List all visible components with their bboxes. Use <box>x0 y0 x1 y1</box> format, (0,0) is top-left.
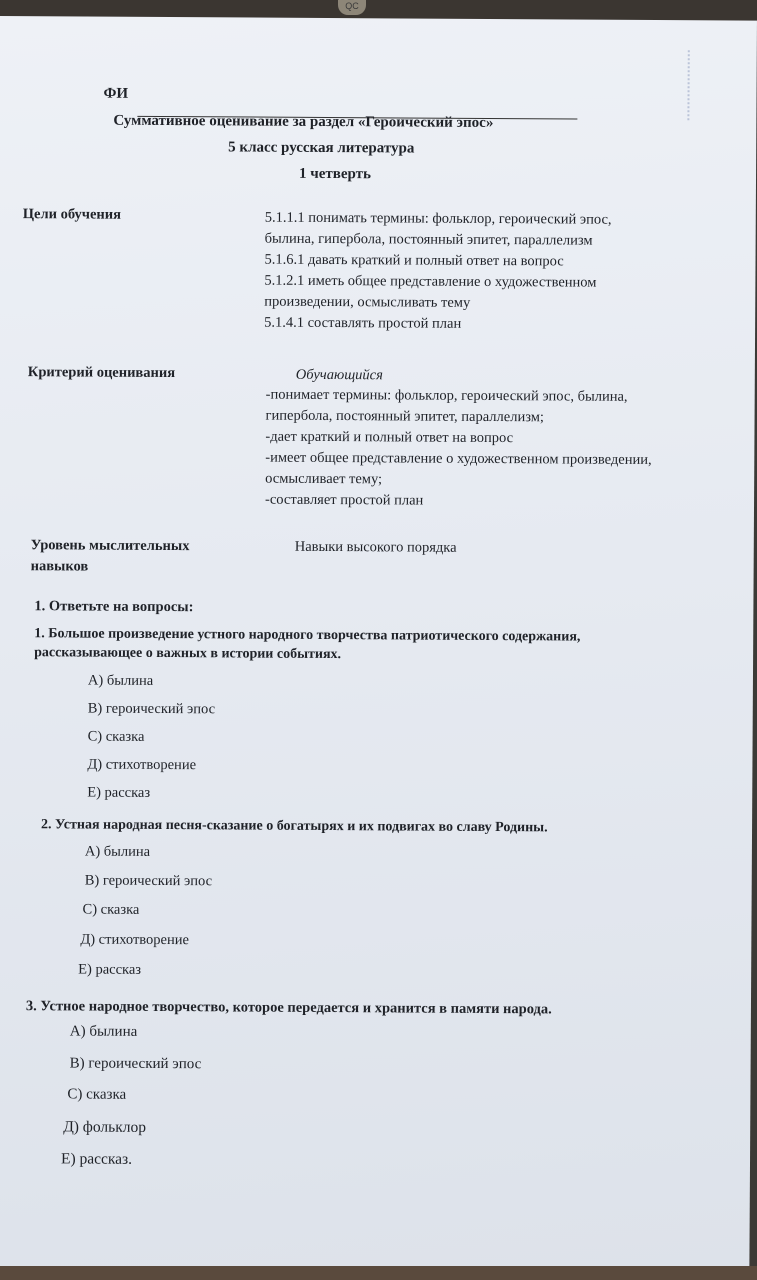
goal-line-1: 5.1.1.1 понимать термины: фольклор, героический эпос, <box>264 209 612 228</box>
goal-line-2: былина, гипербола, постоянный эпитет, параллелизм <box>264 230 593 249</box>
background-bottom <box>0 1266 757 1280</box>
fi-label: ФИ <box>103 85 129 102</box>
q1-option-a[interactable]: А) былина <box>87 672 154 689</box>
q2-option-d[interactable]: Д) стихотворение <box>80 931 190 949</box>
quarter-line: 1 четверть <box>298 165 372 183</box>
q3-option-e[interactable]: Е) рассказ. <box>60 1150 133 1168</box>
q1-option-e[interactable]: Е) рассказ <box>87 784 151 801</box>
skills-label-line2: навыков <box>30 558 89 575</box>
question-1-line-1: 1. Большое произведение устного народного творчества патриотического содержания, <box>34 626 581 645</box>
q1-option-b[interactable]: В) героический эпос <box>87 700 216 718</box>
skills-value: Навыки высокого порядка <box>294 538 457 556</box>
criteria-subject: Обучающийся <box>295 366 383 384</box>
question-2-line-1: 2. Устная народная песня-сказание о богатырях и их подвигах во славу Родины. <box>41 817 548 836</box>
q3-option-b[interactable]: В) героический эпос <box>69 1055 202 1073</box>
goals-label: Цели обучения <box>22 206 122 223</box>
grade-line: 5 класс русская литература <box>228 139 415 157</box>
goal-line-6: 5.1.4.1 составлять простой план <box>264 314 462 332</box>
q2-option-c[interactable]: С) сказка <box>82 901 140 918</box>
criteria-line-4: -имеет общее представление о художественном произведении, <box>265 449 652 468</box>
page-title: Суммативное оценивание за раздел «Героический эпос» <box>113 112 494 132</box>
goal-line-3: 5.1.6.1 давать краткий и полный ответ на вопрос <box>264 251 564 270</box>
q3-option-c[interactable]: С) сказка <box>67 1086 127 1103</box>
worksheet-page <box>0 16 757 1273</box>
question-1-line-2: рассказывающее о важных в истории событиях. <box>34 645 342 663</box>
q1-option-d[interactable]: Д) стихотворение <box>87 756 197 774</box>
question-3-line-1: 3. Устное народное творчество, которое передается и хранится в памяти народа. <box>25 998 552 1018</box>
task-heading: 1. Ответьте на вопросы: <box>34 598 194 616</box>
criteria-line-1: -понимает термины: фольклор, героический эпос, былина, <box>265 386 628 405</box>
q2-option-e[interactable]: Е) рассказ <box>78 961 142 978</box>
clip-mark: QC <box>338 0 366 15</box>
criteria-line-6: -составляет простой план <box>265 491 424 509</box>
skills-label-line1: Уровень мыслительных <box>30 537 190 555</box>
q2-option-b[interactable]: В) героический эпос <box>84 872 213 890</box>
q1-option-c[interactable]: С) сказка <box>87 728 145 745</box>
goal-line-5: произведении, осмысливать тему <box>264 293 471 311</box>
q2-option-a[interactable]: А) былина <box>84 843 151 860</box>
criteria-label: Критерий оценивания <box>27 364 176 382</box>
criteria-line-5: осмысливает тему; <box>265 470 383 488</box>
ink-mark <box>687 50 729 120</box>
q3-option-d[interactable]: Д) фольклор <box>63 1118 147 1136</box>
goal-line-4: 5.1.2.1 иметь общее представление о художественном <box>264 272 597 291</box>
q3-option-a[interactable]: А) былина <box>69 1023 138 1040</box>
criteria-line-2: гипербола, постоянный эпитет, параллелизм; <box>265 407 545 426</box>
criteria-line-3: -дает краткий и полный ответ на вопрос <box>265 428 514 447</box>
